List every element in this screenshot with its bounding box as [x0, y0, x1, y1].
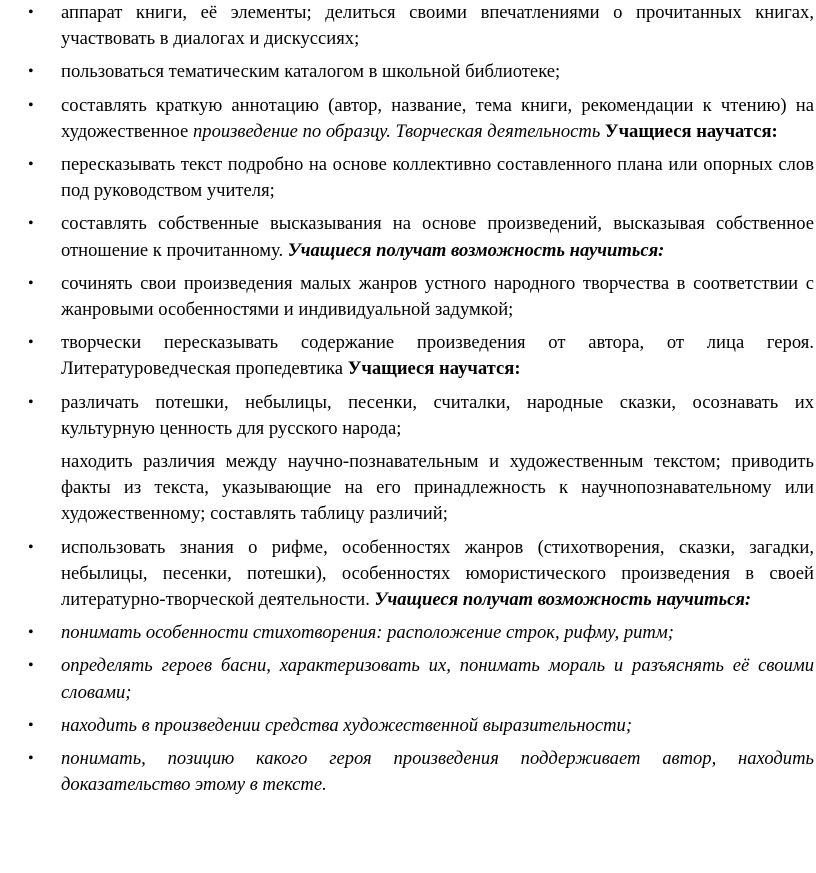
- list-item: [0, 93, 816, 145]
- bullet: •: [28, 624, 34, 642]
- list-item: [0, 59, 816, 85]
- item-text: сочинять свои произведения малых жанров устного народного творчества в соответствии с жанровыми особенностями и индивидуальной задумкой;: [61, 272, 814, 321]
- item-text: различать потешки, небылицы, песенки, считалки, народные сказки, осознавать их культурную ценность для русского народа;: [61, 391, 814, 439]
- item-text: находить различия между научно-познавательным и художественным текстом; приводить факты из текста, указывающие на его принадлежность к научнопознавательному или художественному; составлять таблицу различий;: [61, 451, 814, 525]
- item-bold-italic-text: Учащиеся получат возможность научиться:: [374, 589, 752, 611]
- item-italic-text: понимать особенности стихотворения: расположение строк, рифму, ритм;: [61, 622, 674, 644]
- bullet: •: [28, 96, 34, 114]
- item-text: использовать знания о рифме, особенностях жанров (стихотворения, сказки, загадки, небылицы, песенки, потешки), особенностях юмористического произведения в своей литературно-творческой деятельности.: [61, 536, 814, 611]
- item-bold-text: Учащиеся научатся:: [347, 358, 521, 380]
- item-italic-text: произведение по образцу. Творческая деятельность: [192, 120, 601, 142]
- item-bold-italic-text: Учащиеся получат возможность научиться:: [287, 239, 665, 261]
- item-italic-text: понимать, позицию какого героя произведения поддерживает автор, находить доказательство этому в тексте.: [61, 748, 814, 796]
- bullet: •: [28, 215, 34, 233]
- list-item: [0, 535, 816, 614]
- bullet: •: [28, 4, 34, 21]
- bullet: •: [28, 63, 34, 81]
- bullet: •: [28, 156, 34, 174]
- list-item: [0, 271, 816, 323]
- item-text: составлять краткую аннотацию (автор, название, тема книги, рекомендации к чтению) на художественное: [61, 94, 814, 142]
- item-text: составлять собственные высказывания на основе произведений, высказывая собственное отношение к прочитанному.: [61, 213, 814, 261]
- item-bold-text: Учащиеся научатся:: [600, 120, 778, 142]
- list-item: [0, 653, 816, 705]
- list-item: [0, 746, 816, 798]
- list-item: [0, 620, 816, 646]
- item-text: аппарат книги, её элементы; делиться своими впечатлениями о прочитанных книгах, участвовать в диалогах и дискуссиях;: [61, 2, 814, 50]
- bullet: •: [28, 538, 34, 556]
- list-item: [0, 0, 816, 52]
- item-italic-text: находить в произведении средства художественной выразительности;: [61, 714, 633, 736]
- bullet: •: [28, 334, 34, 352]
- item-text: творчески пересказывать содержание произведения от автора, от лица героя. Литературоведческая пропедевтика: [61, 332, 814, 380]
- list-item: [0, 713, 816, 739]
- list-item: [0, 330, 816, 382]
- list-item: [0, 390, 816, 442]
- item-text: пользоваться тематическим каталогом в школьной библиотеке;: [61, 61, 561, 83]
- item-italic-text: определять героев басни, характеризовать их, понимать мораль и разъяснять её своими словами;: [61, 655, 814, 703]
- bullet: •: [28, 393, 34, 411]
- bullet: •: [28, 657, 34, 675]
- bullet: •: [28, 750, 34, 768]
- item-text: пересказывать текст подробно на основе коллективно составленного плана или опорных слов под руководством учителя;: [61, 154, 814, 202]
- list-item: [0, 211, 816, 263]
- bullet: •: [28, 274, 34, 292]
- list-item: [0, 449, 816, 528]
- list-item: [0, 152, 816, 204]
- bullet: •: [28, 716, 34, 734]
